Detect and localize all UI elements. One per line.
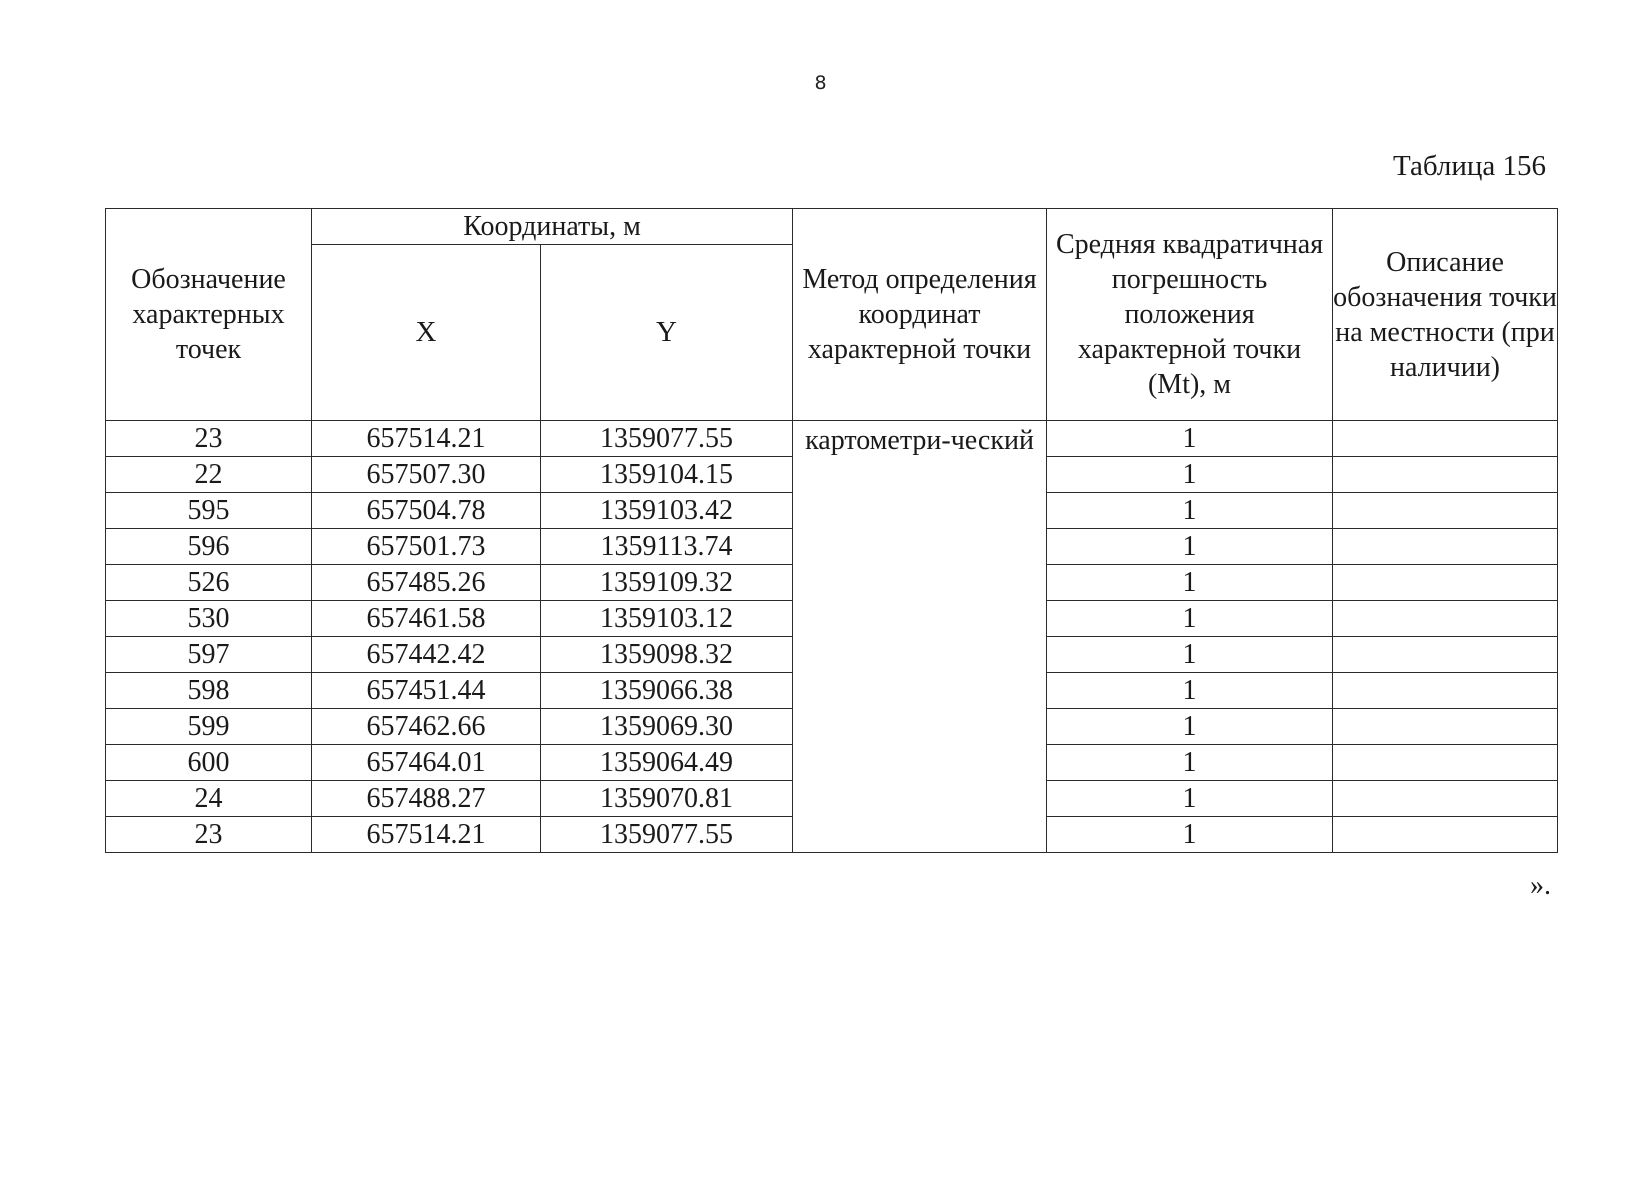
cell-point: 598 <box>106 673 312 709</box>
cell-x: 657442.42 <box>312 637 541 673</box>
cell-x: 657514.21 <box>312 421 541 457</box>
cell-x: 657504.78 <box>312 493 541 529</box>
closing-quote-mark: ». <box>1530 870 1551 901</box>
cell-mean-error: 1 <box>1047 601 1333 637</box>
cell-x: 657451.44 <box>312 673 541 709</box>
table-row <box>106 421 1558 457</box>
header-description: Описание обозначения точки на местности (при наличии) <box>1333 209 1558 421</box>
cell-x: 657507.30 <box>312 457 541 493</box>
cell-mean-error: 1 <box>1047 421 1333 457</box>
cell-description <box>1333 781 1558 817</box>
cell-mean-error: 1 <box>1047 745 1333 781</box>
page-number: 8 <box>814 72 827 94</box>
cell-x: 657501.73 <box>312 529 541 565</box>
cell-x: 657464.01 <box>312 745 541 781</box>
cell-description <box>1333 745 1558 781</box>
cell-description <box>1333 529 1558 565</box>
cell-description <box>1333 709 1558 745</box>
cell-point: 530 <box>106 601 312 637</box>
cell-description <box>1333 673 1558 709</box>
cell-description <box>1333 817 1558 853</box>
cell-description <box>1333 637 1558 673</box>
cell-method: картометри-ческий <box>793 421 1047 853</box>
cell-point: 23 <box>106 817 312 853</box>
cell-point: 24 <box>106 781 312 817</box>
cell-description <box>1333 457 1558 493</box>
header-method: Метод определения координат характерной точки <box>793 209 1047 421</box>
cell-x: 657461.58 <box>312 601 541 637</box>
cell-mean-error: 1 <box>1047 673 1333 709</box>
cell-point: 526 <box>106 565 312 601</box>
cell-y: 1359069.30 <box>541 709 793 745</box>
cell-y: 1359064.49 <box>541 745 793 781</box>
cell-y: 1359070.81 <box>541 781 793 817</box>
cell-y: 1359066.38 <box>541 673 793 709</box>
table-caption: Таблица 156 <box>1392 150 1546 182</box>
cell-description <box>1333 493 1558 529</box>
cell-x: 657462.66 <box>312 709 541 745</box>
cell-y: 1359104.15 <box>541 457 793 493</box>
cell-mean-error: 1 <box>1047 709 1333 745</box>
cell-y: 1359077.55 <box>541 421 793 457</box>
cell-mean-error: 1 <box>1047 781 1333 817</box>
cell-y: 1359103.12 <box>541 601 793 637</box>
header-x: X <box>312 245 541 421</box>
table-header <box>106 209 1558 421</box>
table-body <box>106 421 1558 853</box>
coordinates-table <box>105 208 1558 853</box>
cell-point: 600 <box>106 745 312 781</box>
cell-description <box>1333 565 1558 601</box>
cell-y: 1359098.32 <box>541 637 793 673</box>
cell-x: 657488.27 <box>312 781 541 817</box>
cell-y: 1359077.55 <box>541 817 793 853</box>
cell-description <box>1333 601 1558 637</box>
header-mean-error: Средняя квадратичная погрешность положения характерной точки (Mt), м <box>1047 209 1333 421</box>
cell-point: 595 <box>106 493 312 529</box>
cell-description <box>1333 421 1558 457</box>
cell-mean-error: 1 <box>1047 565 1333 601</box>
cell-y: 1359113.74 <box>541 529 793 565</box>
cell-mean-error: 1 <box>1047 637 1333 673</box>
cell-y: 1359103.42 <box>541 493 793 529</box>
cell-mean-error: 1 <box>1047 457 1333 493</box>
header-point-designation: Обозначение характерных точек <box>106 209 312 421</box>
cell-x: 657485.26 <box>312 565 541 601</box>
cell-point: 599 <box>106 709 312 745</box>
header-y: Y <box>541 245 793 421</box>
cell-y: 1359109.32 <box>541 565 793 601</box>
cell-point: 597 <box>106 637 312 673</box>
cell-x: 657514.21 <box>312 817 541 853</box>
cell-mean-error: 1 <box>1047 529 1333 565</box>
header-coordinates-group: Координаты, м <box>312 209 793 245</box>
cell-mean-error: 1 <box>1047 493 1333 529</box>
cell-point: 596 <box>106 529 312 565</box>
cell-point: 23 <box>106 421 312 457</box>
cell-point: 22 <box>106 457 312 493</box>
cell-mean-error: 1 <box>1047 817 1333 853</box>
